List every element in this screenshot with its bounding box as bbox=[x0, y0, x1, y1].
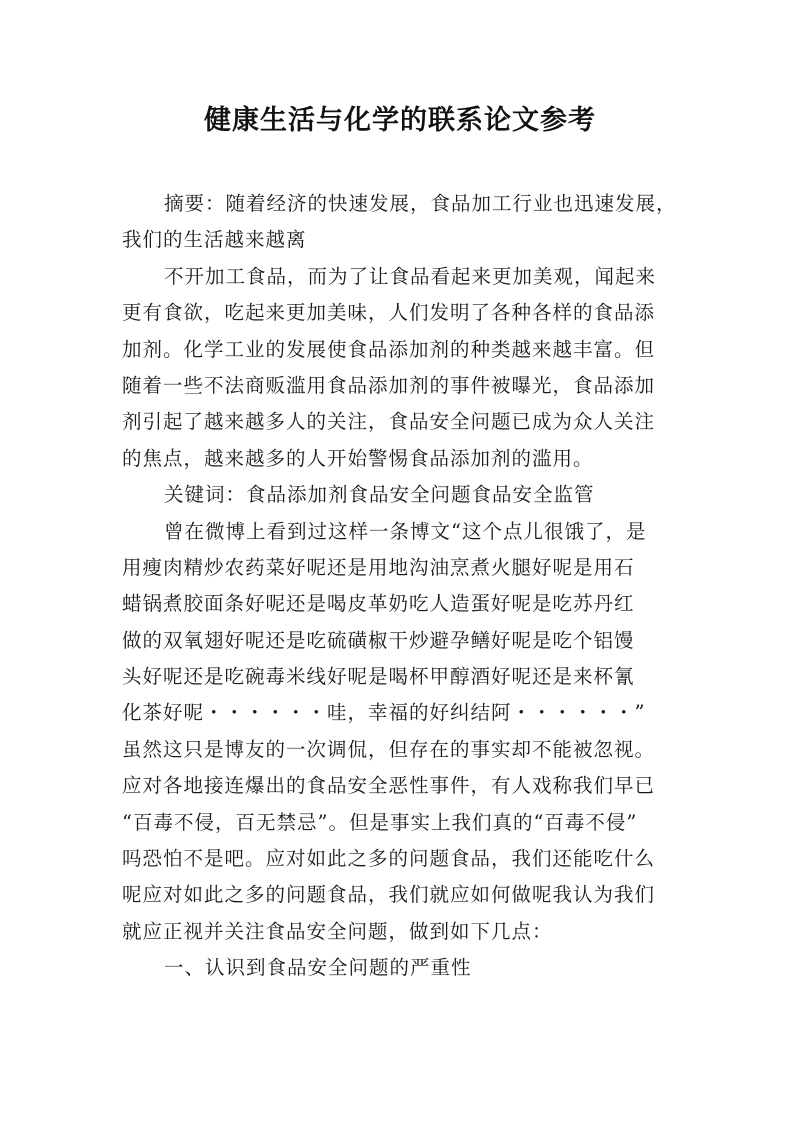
paragraph-line: 就应正视并关注食品安全问题，做到如下几点： bbox=[122, 919, 553, 943]
paragraph-line: 蜡锅煮胶面条好呢还是喝皮革奶吃人造蛋好呢是吃苏丹红 bbox=[122, 592, 635, 616]
paragraph-line: 更有食欲，吃起来更加美味，人们发明了各种各样的食品添 bbox=[122, 301, 656, 325]
abstract-line: 摘要：随着经济的快速发展，食品加工行业也迅速发展， bbox=[164, 192, 677, 215]
paragraph-line: 呢应对如此之多的问题食品，我们就应如何做呢我认为我们 bbox=[122, 883, 656, 907]
section-heading: 一、认识到食品安全问题的严重性 bbox=[164, 956, 472, 980]
paragraph-line: 用瘦肉精炒农药菜好呢还是用地沟油烹煮火腿好呢是用石 bbox=[122, 555, 635, 579]
abstract-line: 我们的生活越来越离 bbox=[122, 228, 307, 252]
paragraph-line: 做的双氧翅好呢还是吃硫磺椒干炒避孕鳝好呢是吃个铝馒 bbox=[122, 628, 635, 652]
document-body bbox=[122, 186, 682, 987]
paragraph-line: 的焦点，越来越多的人开始警惕食品添加剂的滥用。 bbox=[122, 446, 594, 470]
paragraph-line: 加剂。化学工业的发展使食品添加剂的种类越来越丰富。但 bbox=[122, 337, 656, 361]
document-title: 健康生活与化学的联系论文参考 bbox=[204, 105, 596, 136]
paragraph-line: 吗恐怕不是吧。应对如此之多的问题食品，我们还能吃什么 bbox=[122, 847, 656, 871]
paragraph-line: 剂引起了越来越多人的关注，食品安全问题已成为众人关注 bbox=[122, 410, 656, 434]
paragraph-line: 化茶好呢・・・・・・哇，幸福的好纠结阿・・・・・・” bbox=[122, 701, 646, 725]
paragraph-line: 不开加工食品，而为了让食品看起来更加美观，闻起来 bbox=[164, 264, 657, 288]
paragraph-line: 随着一些不法商贩滥用食品添加剂的事件被曝光，食品添加 bbox=[122, 373, 656, 397]
paragraph-line: 头好呢还是吃碗毒米线好呢是喝杯甲醇酒好呢还是来杯氰 bbox=[122, 665, 635, 689]
keywords-line: 关键词：食品添加剂食品安全问题食品安全监管 bbox=[164, 483, 595, 507]
paragraph-line: 虽然这只是博友的一次调侃，但存在的事实却不能被忽视。 bbox=[122, 737, 656, 761]
paragraph-line: “百毒不侵，百无禁忌”。但是事实上我们真的“百毒不侵” bbox=[122, 810, 638, 834]
paragraph-line: 曾在微博上看到过这样一条博文“这个点儿很饿了，是 bbox=[164, 519, 647, 543]
paragraph-line: 应对各地接连爆出的食品安全恶性事件，有人戏称我们早已 bbox=[122, 774, 656, 798]
